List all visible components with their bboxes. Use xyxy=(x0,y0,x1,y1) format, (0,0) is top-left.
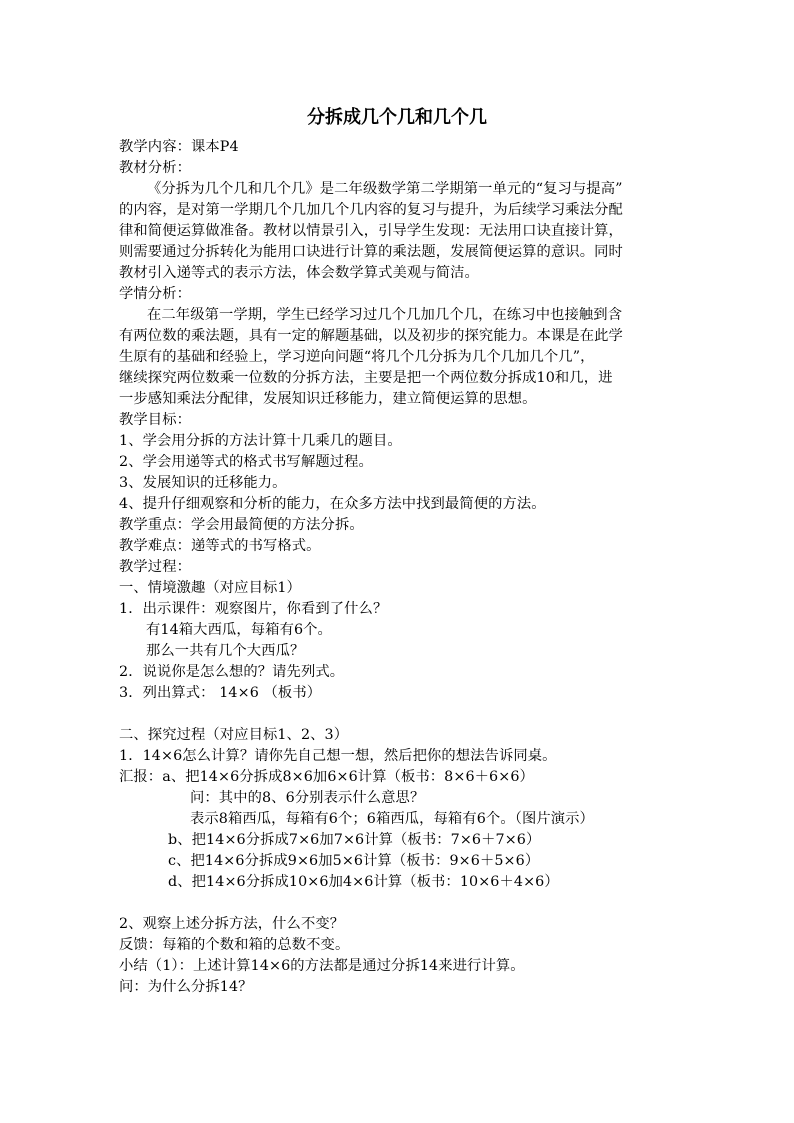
learner-analysis-text-1: 在二年级第一学期，学生已经学习过几个几加几个几，在练习中也接触到含 xyxy=(147,307,623,323)
report-item-b: b、把14×6分拆成7×6加7×6计算（板书：7×6＋7×6） xyxy=(168,832,541,848)
material-analysis-heading: 教材分析： xyxy=(119,160,191,176)
material-analysis-text-3: 律和简便运算做准备。教材以情景引入，引导学生发现：无法用口诀直接计算， xyxy=(119,223,623,239)
learner-analysis-heading: 学情分析： xyxy=(119,286,191,302)
step-1-detail-1: 有14箱大西瓜，每箱有6个。 xyxy=(146,622,332,638)
key-point-line: 教学重点：学会用最简便的方法分拆。 xyxy=(119,517,364,533)
step-1-detail-2: 那么一共有几个大西瓜？ xyxy=(146,643,305,659)
process-heading: 教学过程： xyxy=(119,559,191,575)
section-two-heading: 二、探究过程（对应目标1、2、3） xyxy=(119,727,349,743)
material-analysis-text-4: 则需要通过分拆转化为能用口诀进行计算的乘法题，发展简便运算的意识。同时 xyxy=(119,244,623,260)
goal-item-1: 1、学会用分拆的方法计算十几乘几的题目。 xyxy=(119,433,402,449)
material-analysis-text-1: 《分拆为几个几和几个几》是二年级数学第二学期第一单元的“复习与提高” xyxy=(147,181,623,197)
report-explanation: 表示8箱西瓜，每箱有6个；6箱西瓜，每箱有6个。（图片演示） xyxy=(190,811,594,827)
teaching-goals-heading: 教学目标： xyxy=(119,412,191,428)
observe-step-2: 2、观察上述分拆方法，什么不变？ xyxy=(119,916,345,932)
learner-analysis-text-2: 有两位数的乘法题，具有一定的解题基础，以及初步的探究能力。本课是在此学 xyxy=(119,328,623,344)
goal-item-3: 3、发展知识的迁移能力。 xyxy=(119,475,287,491)
explore-step-1: 1．14×6怎么计算？请你先自己想一想，然后把你的想法告诉同桌。 xyxy=(119,748,557,764)
goal-item-4: 4、提升仔细观察和分析的能力，在众多方法中找到最简便的方法。 xyxy=(119,496,546,512)
report-question: 问：其中的8、6分别表示什么意思？ xyxy=(190,790,425,806)
material-analysis-text-2: 的内容，是对第一学期几个几加几个几内容的复习与提升，为后续学习乘法分配 xyxy=(119,202,623,218)
report-item-a: 汇报：a、把14×6分拆成8×6加6×6计算（板书：8×6＋6×6） xyxy=(119,769,534,785)
teaching-content-line: 教学内容：课本P4 xyxy=(119,139,239,155)
feedback-line: 反馈：每箱的个数和箱的总数不变。 xyxy=(119,937,350,953)
document-title: 分拆成几个几和几个几 xyxy=(307,107,487,128)
step-3-line: 3．列出算式： 14×6 （板书） xyxy=(119,685,322,701)
difficulty-line: 教学难点：递等式的书写格式。 xyxy=(119,538,321,554)
step-2-line: 2．说说你是怎么想的？请先列式。 xyxy=(119,664,345,680)
report-item-c: c、把14×6分拆成9×6加5×6计算（板书：9×6＋5×6） xyxy=(168,853,540,869)
learner-analysis-text-5: 一步感知乘法分配律，发展知识迁移能力，建立简便运算的思想。 xyxy=(119,391,537,407)
summary-line: 小结（1）：上述计算14×6的方法都是通过分拆14来进行计算。 xyxy=(119,958,525,974)
step-1-line: 1．出示课件：观察图片，你看到了什么？ xyxy=(119,601,388,617)
question-line: 问：为什么分拆14？ xyxy=(119,979,253,995)
learner-analysis-text-4: 继续探究两位数乘一位数的分拆方法，主要是把一个两位数分拆成10和几，进 xyxy=(119,370,613,386)
report-item-d: d、把14×6分拆成10×6加4×6计算（板书：10×6＋4×6） xyxy=(168,874,559,890)
material-analysis-text-5: 教材引入递等式的表示方法，体会数学算式美观与简洁。 xyxy=(119,265,479,281)
goal-item-2: 2、学会用递等式的格式书写解题过程。 xyxy=(119,454,373,470)
learner-analysis-text-3: 生原有的基础和经验上，学习逆向问题“将几个几分拆为几个几加几个几”， xyxy=(119,349,595,365)
section-one-heading: 一、情境激趣（对应目标1） xyxy=(119,580,301,596)
